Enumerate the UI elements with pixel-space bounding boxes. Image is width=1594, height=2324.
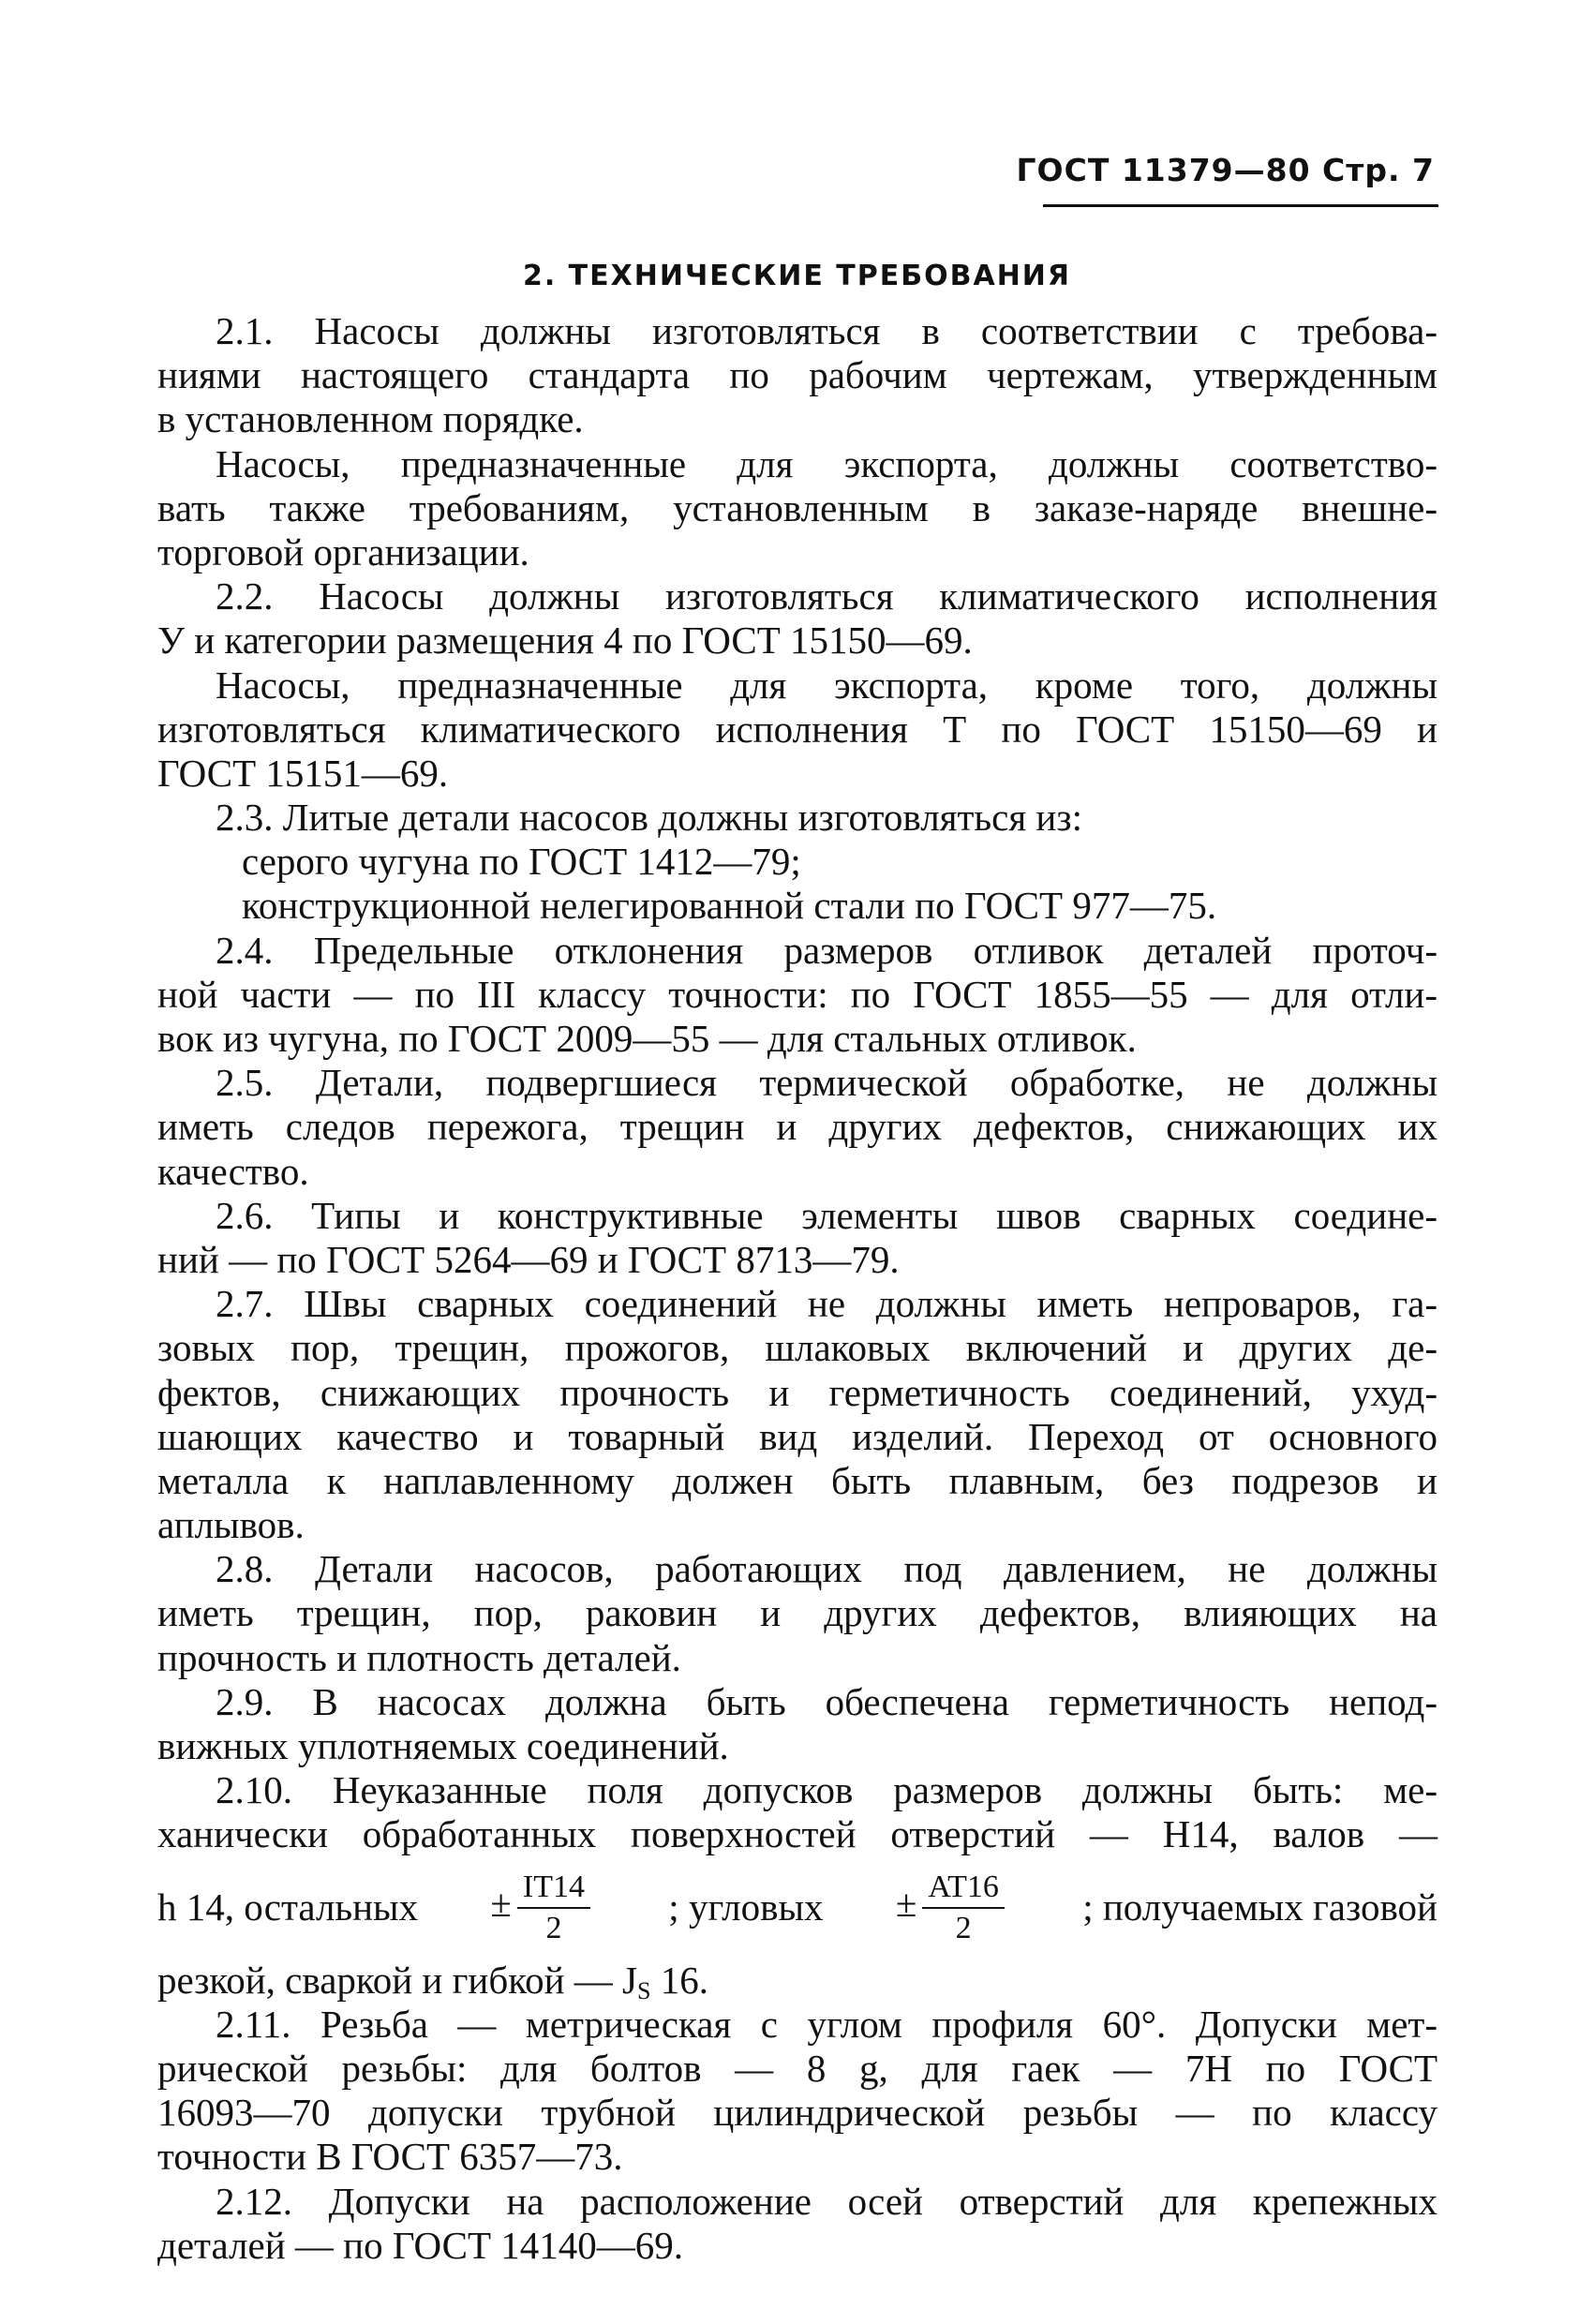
formula-term-2 <box>896 1870 1010 1945</box>
fraction-numerator: IT14 <box>517 1870 590 1908</box>
text-line: ной части — по III классу точности: по ГОСТ 1855—55 — для отли- <box>157 972 1438 1016</box>
text-line: прочность и плотность деталей. <box>157 1635 681 1679</box>
text-line-main: резкой, сваркой и гибкой — J <box>157 1958 637 2002</box>
text-line: металла к наплавленному должен быть плавным, без подрезов и <box>157 1458 1438 1502</box>
text-line: качество. <box>157 1149 309 1193</box>
text-line: зовых пор, трещин, прожогов, шлаковых включений и других де- <box>157 1326 1438 1370</box>
text-line: ниями настоящего стандарта по рабочим чертежам, утвержденным <box>157 353 1438 397</box>
text-line: 2.12. Допуски на расположение осей отверстий для крепежных <box>216 2179 1438 2223</box>
fraction-denominator: 2 <box>955 1910 972 1945</box>
text-line: 2.9. В насосах должна быть обеспечена герметичность непод- <box>216 1679 1438 1723</box>
fraction-it14 <box>517 1870 590 1945</box>
text-line: 2.2. Насосы должны изготовляться климатического исполнения <box>216 574 1438 618</box>
text-line: фектов, снижающих прочность и герметичность соединений, ухуд- <box>157 1370 1438 1414</box>
formula-prefix: h 14, остальных <box>157 1885 419 1929</box>
formula-term-1 <box>490 1870 596 1945</box>
body-text <box>157 309 1438 2268</box>
text-line: 2.7. Швы сварных соединений не должны иметь непроваров, га- <box>216 1282 1438 1326</box>
text-line: точности В ГОСТ 6357—73. <box>157 2135 623 2179</box>
tolerance-formula-line <box>157 1857 1438 1959</box>
text-line: деталей — по ГОСТ 14140—69. <box>157 2223 684 2267</box>
text-line: в установленном порядке. <box>157 397 584 441</box>
text-line: 2.1. Насосы должны изготовляться в соответствии с требова- <box>216 309 1438 352</box>
text-line: 2.6. Типы и конструктивные элементы швов сварных соедине- <box>216 1193 1438 1237</box>
section-title: 2. ТЕХНИЧЕСКИЕ ТРЕБОВАНИЯ <box>522 260 1072 292</box>
js-tail: 16. <box>650 1958 708 2002</box>
js-subscript: S <box>636 1976 651 2004</box>
text-line: 2.5. Детали, подвергшиеся термической обработке, не должны <box>216 1061 1438 1105</box>
fraction-denominator: 2 <box>545 1910 562 1945</box>
text-line: вать также требованиям, установленным в заказе-наряде внешне- <box>157 485 1438 529</box>
text-line: ГОСТ 15151—69. <box>157 751 449 795</box>
header-rule <box>1043 204 1438 207</box>
text-line: 2.3. Литые детали насосов должны изготовляться из: <box>216 796 1082 840</box>
text-line: 2.10. Неуказанные поля допусков размеров должны быть: ме- <box>216 1768 1438 1812</box>
text-line: иметь трещин, пор, раковин и других дефектов, влияющих на <box>157 1591 1438 1635</box>
text-line: ний — по ГОСТ 5264—69 и ГОСТ 8713—79. <box>157 1237 900 1281</box>
text-line: 16093—70 допуски трубной цилиндрической резьбы — по классу <box>157 2091 1438 2135</box>
text-line: Насосы, предназначенные для экспорта, кроме того, должны <box>216 663 1438 707</box>
text-line: рической резьбы: для болтов — 8 g, для гаек — 7Н по ГОСТ <box>157 2046 1438 2090</box>
text-line <box>157 1959 1438 2003</box>
text-line: ханически обработанных поверхностей отверстий — Н14, валов — <box>157 1812 1438 1856</box>
text-line: серого чугуна по ГОСТ 1412—79; <box>242 840 801 884</box>
text-line: иметь следов пережога, трещин и других дефектов, снижающих их <box>157 1105 1438 1149</box>
fraction-numerator: AT16 <box>922 1870 1005 1908</box>
text-line: 2.8. Детали насосов, работающих под давлением, не должны <box>216 1547 1438 1591</box>
text-line: У и категории размещения 4 по ГОСТ 15150—69. <box>157 618 973 663</box>
text-line: 2.4. Предельные отклонения размеров отливок деталей проточ- <box>216 928 1438 972</box>
document-header: ГОСТ 11379—80 Стр. 7 <box>1016 152 1435 188</box>
text-line: Насосы, предназначенные для экспорта, должны соответство- <box>216 441 1438 485</box>
formula-suffix: ; получаемых газовой <box>1082 1885 1438 1929</box>
text-line: вок из чугуна, по ГОСТ 2009—55 — для стальных отливок. <box>157 1017 1137 1060</box>
formula-mid: ; угловых <box>668 1885 824 1929</box>
text-line: торговой организации. <box>157 529 529 574</box>
plus-minus-sign: ± <box>490 1881 512 1925</box>
text-line: конструкционной нелегированной стали по ГОСТ 977—75. <box>242 884 1217 928</box>
text-line: 2.11. Резьба — метрическая с углом профиля 60°. Допуски мет- <box>216 2002 1438 2046</box>
plus-minus-sign: ± <box>895 1881 917 1925</box>
fraction-at16 <box>922 1870 1005 1945</box>
text-line: вижных уплотняемых соединений. <box>157 1724 729 1767</box>
text-line: шающих качество и товарный вид изделий. Переход от основного <box>157 1414 1438 1458</box>
text-line: аплывов. <box>157 1503 305 1547</box>
text-line: изготовляться климатического исполнения Т по ГОСТ 15150—69 и <box>157 707 1438 751</box>
